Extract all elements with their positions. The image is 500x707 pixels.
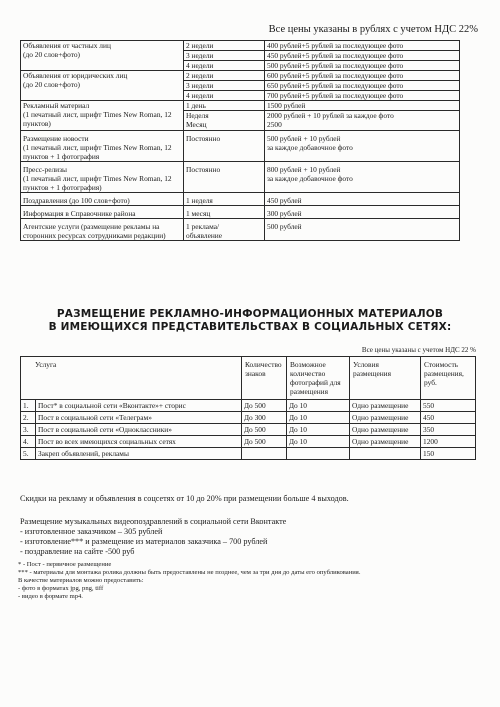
social-vat-note: Все цены указаны с учетом НДС 22 % xyxy=(361,346,476,354)
cost-cell: 1200 xyxy=(421,436,476,448)
header-chars: Количество знаков xyxy=(242,357,287,400)
service-cell: Пост в социальной сети «Телеграм» xyxy=(36,412,242,424)
social-row xyxy=(21,436,476,448)
price-value: 500 рублей + 10 рублей за каждое добавочное фото xyxy=(267,134,353,152)
term-cell xyxy=(184,162,265,193)
price-row xyxy=(21,162,460,193)
term-value: 1 месяц xyxy=(186,209,211,218)
terms-cell: Одно размещение xyxy=(350,436,421,448)
vat-note: Все цены указаны в рублях с учетом НДС 22% xyxy=(268,24,478,35)
footnote: - фото в форматах jpg, png, tiff xyxy=(18,585,104,592)
service-cell: Закреп объявлений, рекламы xyxy=(36,448,242,460)
price-value: 700 рублей+5 рублей за последующее фото xyxy=(265,90,459,100)
price-row xyxy=(21,131,460,162)
service-cell: Объявления от частных лиц (до 20 слов+фото) xyxy=(21,41,184,71)
cost-cell: 350 xyxy=(421,424,476,436)
photos-cell: До 10 xyxy=(287,400,350,412)
row-number: 4. xyxy=(21,436,36,448)
social-row xyxy=(21,400,476,412)
price-value: 2000 рублей + 10 рублей за каждое фото 2500 xyxy=(265,110,459,129)
price-row xyxy=(21,41,460,71)
cost-cell: 550 xyxy=(421,400,476,412)
term-cell xyxy=(184,193,265,206)
term-cell xyxy=(184,206,265,219)
price-value: 300 рублей xyxy=(267,209,302,218)
terms-cell: Одно размещение xyxy=(350,400,421,412)
term-cell xyxy=(184,131,265,162)
terms-cell: Одно размещение xyxy=(350,424,421,436)
service-cell: Размещение новости (1 печатный лист, шрифт Times New Roman, 12 пунктов + 1 фотография xyxy=(21,131,184,162)
price-value: 600 рублей+5 рублей за последующее фото xyxy=(267,71,404,80)
term-value: 1 неделя xyxy=(186,196,213,205)
service-cell: Информация в Справочнике района xyxy=(21,206,184,219)
term-value: Постоянно xyxy=(186,165,221,174)
social-row xyxy=(21,424,476,436)
price-row xyxy=(21,206,460,219)
price-cell xyxy=(265,193,460,206)
footnote: *** - материалы для монтажа ролика должны быть предоставлены не позднее, чем за три дня до даты его опубликования. xyxy=(18,569,361,576)
social-row xyxy=(21,412,476,424)
social-row xyxy=(21,448,476,460)
row-number: 5. xyxy=(21,448,36,460)
price-value: 800 рублей + 10 рублей за каждое добавочное фото xyxy=(267,165,353,183)
photos-cell: До 10 xyxy=(287,436,350,448)
music-item: - изготовление*** и размещение из материалов заказчика – 700 рублей xyxy=(20,537,268,546)
price-value: 450 рублей xyxy=(267,196,302,205)
service-cell: Пресс-релизы (1 печатный лист, шрифт Times New Roman, 12 пунктов + 1 фотография) xyxy=(21,162,184,193)
price-cell xyxy=(265,71,460,101)
term-value: 1 день xyxy=(186,101,206,110)
term-value: 4 недели xyxy=(184,60,264,70)
service-cell: Пост в социальной сети «Одноклассники» xyxy=(36,424,242,436)
price-value: 500 рублей xyxy=(267,222,302,231)
discount-text: Скидки на рекламу и объявления в соцсетях от 10 до 20% при размещении больше 4 выходов. xyxy=(20,494,349,503)
price-row xyxy=(21,71,460,101)
price-table xyxy=(20,40,460,241)
row-number: 3. xyxy=(21,424,36,436)
terms-cell: Одно размещение xyxy=(350,412,421,424)
price-value: 450 рублей+5 рублей за последующее фото xyxy=(265,50,459,60)
music-item: - поздравление на сайте -500 руб xyxy=(20,547,135,556)
price-row xyxy=(21,101,460,131)
chars-cell: До 300 xyxy=(242,412,287,424)
price-value: 400 рублей+5 рублей за последующее фото xyxy=(267,41,404,50)
chars-cell xyxy=(242,448,287,460)
service-cell: Рекламный материал (1 печатный лист, шрифт Times New Roman, 12 пунктов) xyxy=(21,101,184,131)
section-heading-line2: В ИМЕЮЩИХСЯ ПРЕДСТАВИТЕЛЬСТВАХ В СОЦИАЛЬНЫХ СЕТЯХ: xyxy=(48,321,452,333)
term-cell xyxy=(184,41,265,71)
price-value: 500 рублей+5 рублей за последующее фото xyxy=(265,60,459,70)
price-cell xyxy=(265,162,460,193)
header-terms: Условия размещения xyxy=(350,357,421,400)
service-cell: Поздравления (до 100 слов+фото) xyxy=(21,193,184,206)
photos-cell xyxy=(287,448,350,460)
photos-cell: До 10 xyxy=(287,424,350,436)
chars-cell: До 500 xyxy=(242,400,287,412)
price-cell xyxy=(265,41,460,71)
footnote: * - Пост - первичное размещение xyxy=(18,561,112,568)
music-title: Размещение музыкальных видеопоздравлений в социальной сети Вконтакте xyxy=(20,517,287,526)
header-service: Услуга xyxy=(21,357,242,400)
header-cost: Стоимость размещения, руб. xyxy=(421,357,476,400)
footnote: В качестве материалов можно предоставить: xyxy=(18,577,144,584)
price-value: 650 рублей+5 рублей за последующее фото xyxy=(265,80,459,90)
service-cell: Объявления от юридических лиц (до 20 слов+фото) xyxy=(21,71,184,101)
price-value: 1500 рублей xyxy=(267,101,306,110)
music-item: - изготовленное заказчиком – 305 рублей xyxy=(20,527,163,536)
term-value: Неделя Месяц xyxy=(184,110,264,129)
photos-cell: До 10 xyxy=(287,412,350,424)
chars-cell: До 500 xyxy=(242,436,287,448)
term-value: Постоянно xyxy=(186,134,221,143)
service-cell: Пост во всех имеющихся социальных сетях xyxy=(36,436,242,448)
term-cell xyxy=(184,71,265,101)
price-cell xyxy=(265,101,460,131)
term-value: 3 недели xyxy=(184,50,264,60)
term-value: 1 реклама/ объявление xyxy=(186,222,223,240)
price-row xyxy=(21,219,460,241)
terms-cell xyxy=(350,448,421,460)
term-cell xyxy=(184,219,265,241)
term-value: 2 недели xyxy=(186,71,214,80)
header-photos: Возможное количество фотографий для размещения xyxy=(287,357,350,400)
cost-cell: 450 xyxy=(421,412,476,424)
social-price-table xyxy=(20,356,476,460)
price-row xyxy=(21,193,460,206)
price-cell xyxy=(265,206,460,219)
chars-cell: До 500 xyxy=(242,424,287,436)
cost-cell: 150 xyxy=(421,448,476,460)
term-value: 2 недели xyxy=(186,41,214,50)
row-number: 2. xyxy=(21,412,36,424)
term-value: 3 недели xyxy=(184,80,264,90)
section-heading-line1: РАЗМЕЩЕНИЕ РЕКЛАМНО-ИНФОРМАЦИОННЫХ МАТЕРИАЛОВ xyxy=(56,308,444,320)
term-value: 4 недели xyxy=(184,90,264,100)
row-number: 1. xyxy=(21,400,36,412)
service-cell: Пост* в социальной сети «Вконтакте»+ сторис xyxy=(36,400,242,412)
price-cell xyxy=(265,131,460,162)
price-cell xyxy=(265,219,460,241)
term-cell xyxy=(184,101,265,131)
service-cell: Агентские услуги (размещение рекламы на сторонних ресурсах сотрудниками редакции) xyxy=(21,219,184,241)
footnote: - видео в формате mp4. xyxy=(18,593,83,600)
